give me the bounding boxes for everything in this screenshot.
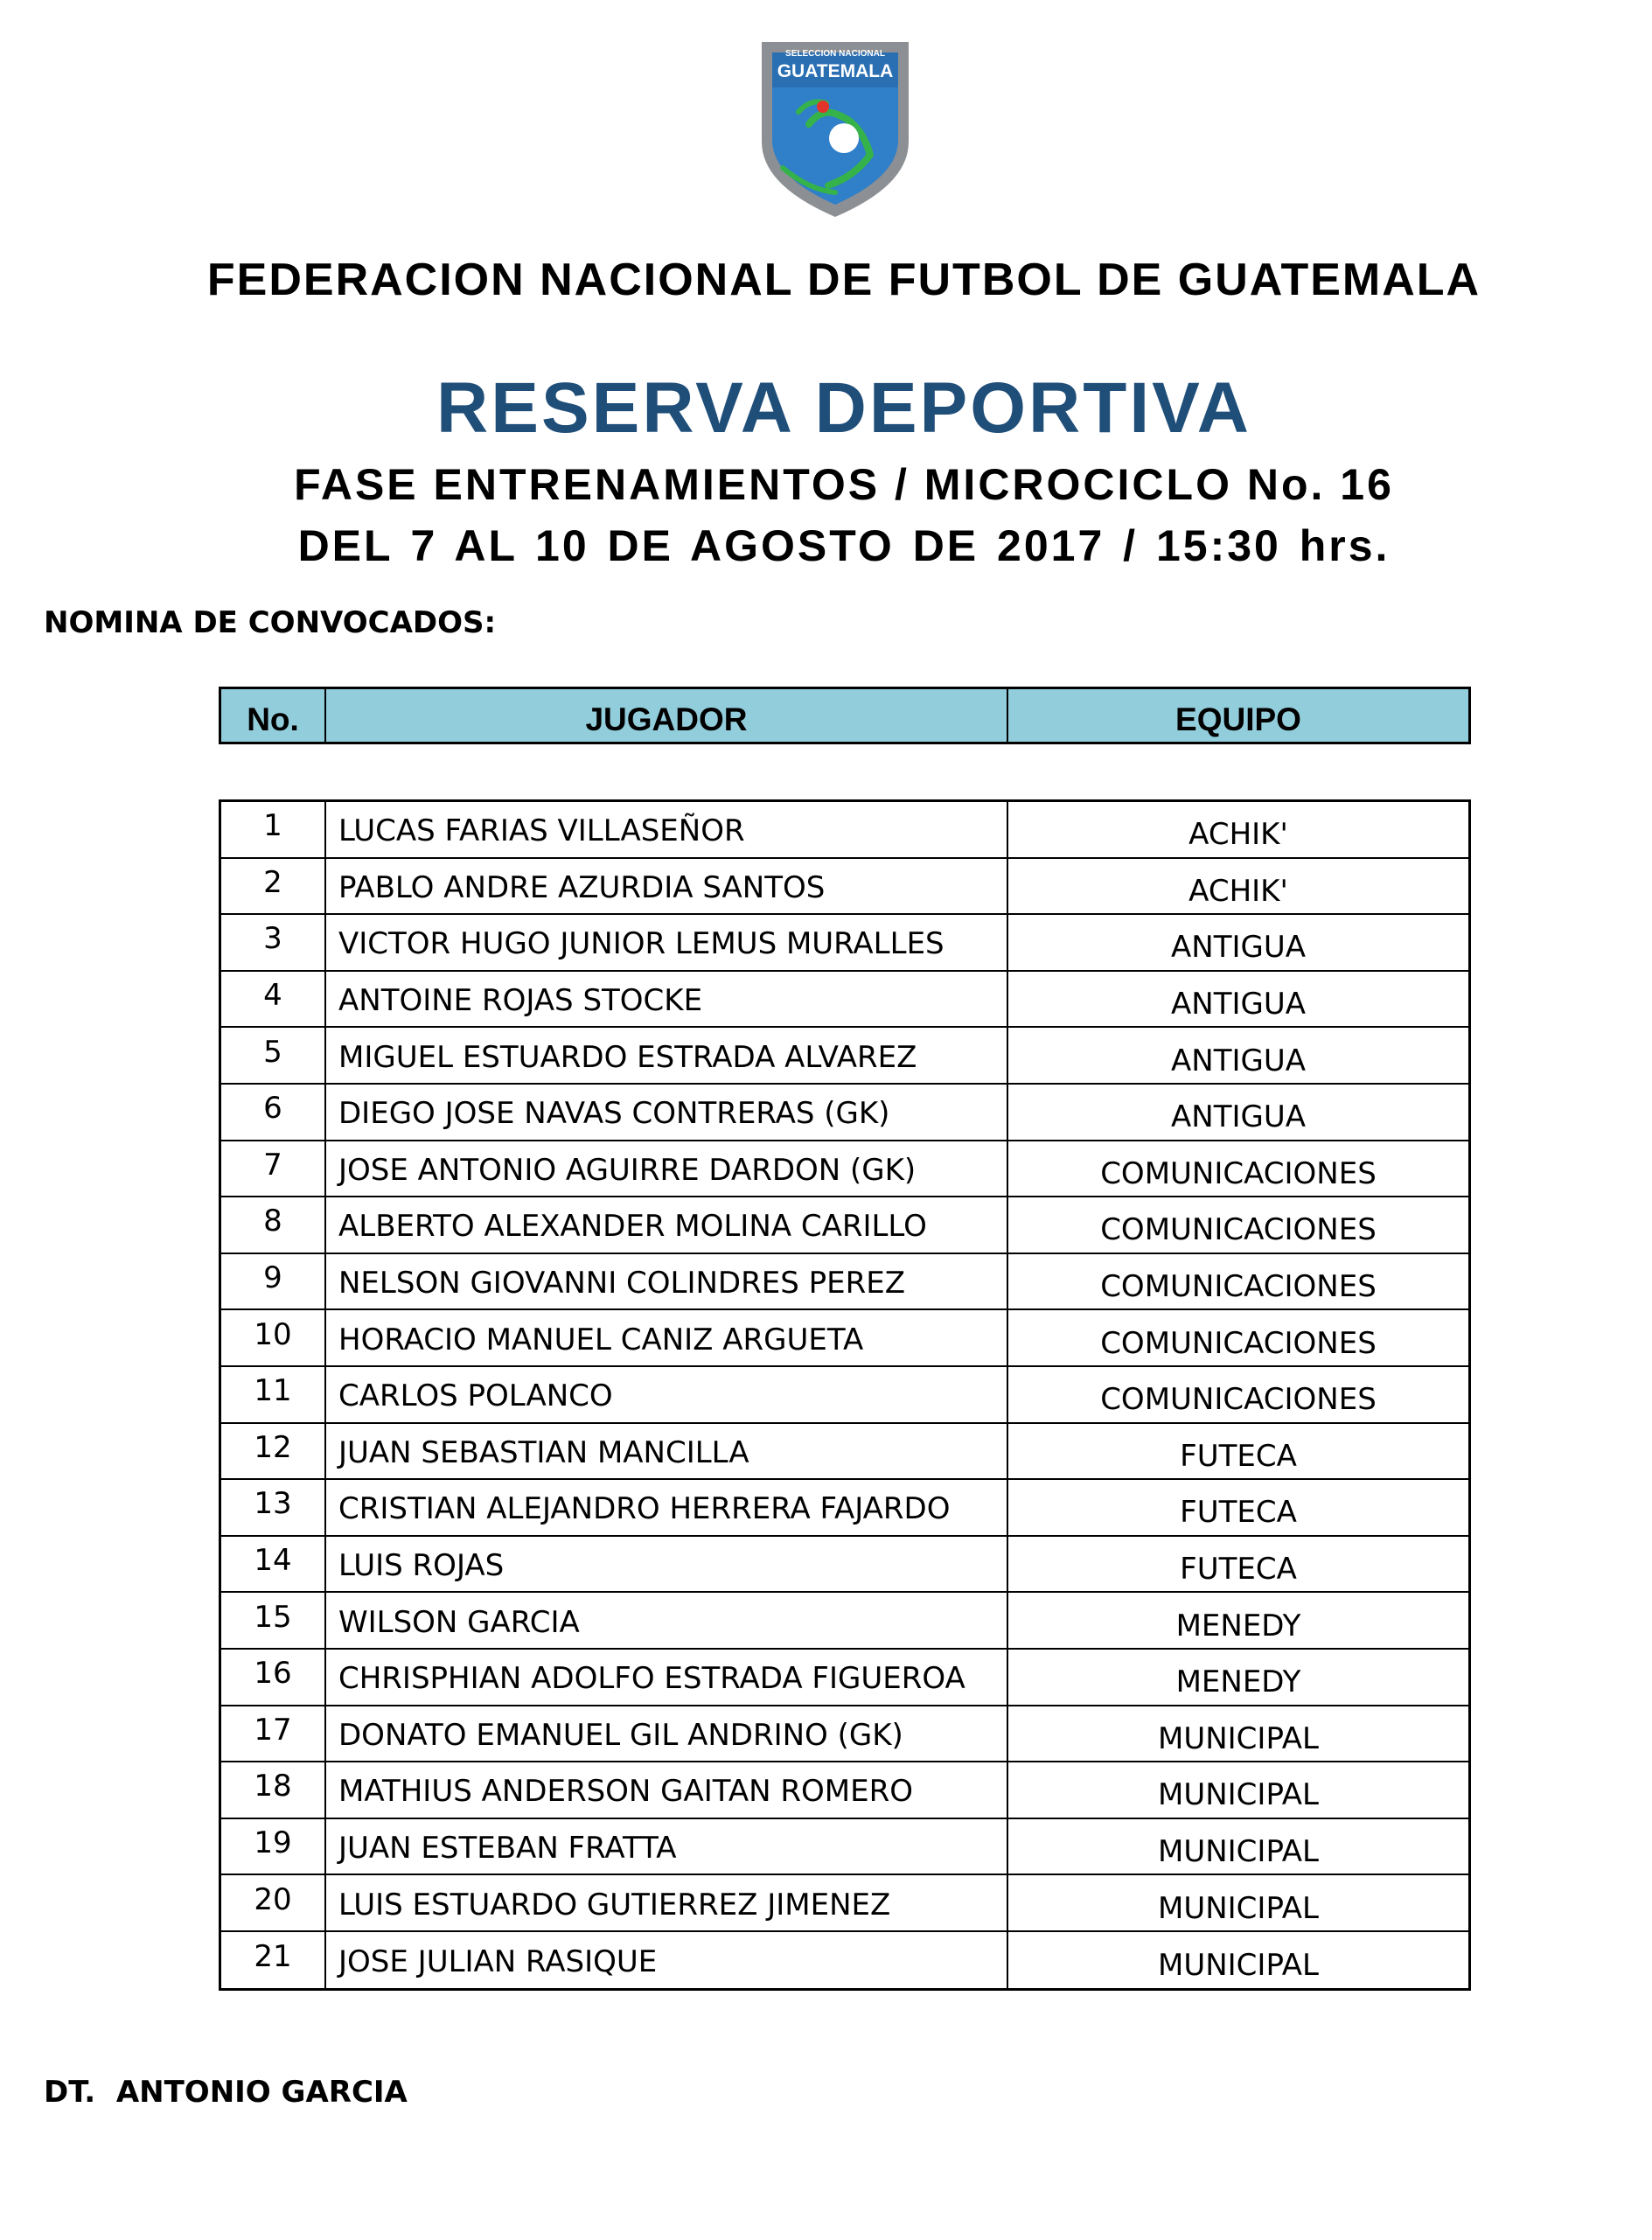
player-name: LUIS ROJAS (326, 1537, 1008, 1592)
row-number: 5 (221, 1028, 326, 1083)
roster-table (219, 799, 1471, 1991)
team-name: MENEDY (1175, 1608, 1301, 1643)
team-name: COMUNICACIONES (1100, 1212, 1377, 1248)
team-name: MUNICIPAL (1158, 1833, 1319, 1869)
player-name: JOSE JULIAN RASIQUE (326, 1932, 1008, 1989)
coach-name: DT. ANTONIO GARCIA (44, 2075, 408, 2110)
row-number: 13 (221, 1480, 326, 1535)
table-row (221, 1819, 1468, 1876)
table-row (221, 1875, 1468, 1932)
table-row (221, 1197, 1468, 1254)
team-name: ANTIGUA (1171, 930, 1306, 966)
row-number: 7 (221, 1141, 326, 1197)
row-number: 17 (221, 1706, 326, 1762)
team-name: FUTECA (1180, 1438, 1297, 1474)
team-name: MUNICIPAL (1158, 1890, 1319, 1926)
team-name: MENEDY (1175, 1664, 1301, 1700)
player-name: DONATO EMANUEL GIL ANDRINO (GK) (326, 1706, 1008, 1762)
table-row (221, 859, 1468, 916)
page-title: RESERVA DEPORTIVA (436, 368, 1251, 448)
player-name: JUAN SEBASTIAN MANCILLA (326, 1424, 1008, 1479)
team-name: MUNICIPAL (1158, 1777, 1319, 1813)
team-name: ANTIGUA (1171, 1099, 1306, 1135)
column-header-player: JUGADOR (326, 689, 1008, 742)
table-row (221, 1254, 1468, 1311)
player-name: NELSON GIOVANNI COLINDRES PEREZ (326, 1254, 1008, 1309)
row-number: 21 (221, 1932, 326, 1989)
player-name: CRISTIAN ALEJANDRO HERRERA FAJARDO (326, 1480, 1008, 1535)
table-header (219, 687, 1471, 744)
table-row (221, 1480, 1468, 1537)
logo-country: GUATEMALA (777, 61, 894, 81)
row-number: 15 (221, 1593, 326, 1648)
row-number: 18 (221, 1762, 326, 1818)
row-number: 14 (221, 1537, 326, 1592)
table-row (221, 1650, 1468, 1706)
player-name: DIEGO JOSE NAVAS CONTRERAS (GK) (326, 1085, 1008, 1140)
team-name: COMUNICACIONES (1100, 1155, 1377, 1191)
table-row (221, 1424, 1468, 1481)
row-number: 10 (221, 1310, 326, 1365)
row-number: 4 (221, 972, 326, 1027)
player-name: JUAN ESTEBAN FRATTA (326, 1819, 1008, 1874)
row-number: 12 (221, 1424, 326, 1479)
date-subtitle: DEL 7 AL 10 DE AGOSTO DE 2017 / 15:30 hrs. (297, 521, 1391, 570)
table-row (221, 1537, 1468, 1594)
player-name: LUCAS FARIAS VILLASEÑOR (326, 802, 1008, 857)
team-name: FUTECA (1180, 1552, 1297, 1588)
organization-name: FEDERACION NACIONAL DE FUTBOL DE GUATEMALA (206, 255, 1481, 305)
player-name: CARLOS POLANCO (326, 1367, 1008, 1422)
player-name: MIGUEL ESTUARDO ESTRADA ALVAREZ (326, 1028, 1008, 1083)
row-number: 19 (221, 1819, 326, 1874)
team-name: COMUNICACIONES (1100, 1382, 1377, 1418)
row-number: 16 (221, 1650, 326, 1705)
row-number: 1 (221, 802, 326, 857)
player-name: WILSON GARCIA (326, 1593, 1008, 1648)
table-row (221, 1367, 1468, 1424)
row-number: 3 (221, 915, 326, 970)
column-header-no: No. (221, 689, 326, 742)
team-name: COMUNICACIONES (1100, 1269, 1377, 1305)
row-number: 6 (221, 1085, 326, 1140)
player-name: ANTOINE ROJAS STOCKE (326, 972, 1008, 1027)
team-name: COMUNICACIONES (1100, 1325, 1377, 1361)
table-row (221, 1932, 1468, 1989)
team-name: ACHIK' (1188, 873, 1288, 909)
player-name: MATHIUS ANDERSON GAITAN ROMERO (326, 1762, 1008, 1818)
table-row (221, 1762, 1468, 1819)
table-row (221, 915, 1468, 972)
row-number: 8 (221, 1197, 326, 1253)
player-name: JOSE ANTONIO AGUIRRE DARDON (GK) (326, 1141, 1008, 1197)
row-number: 20 (221, 1875, 326, 1930)
player-name: ALBERTO ALEXANDER MOLINA CARILLO (326, 1197, 1008, 1253)
row-number: 9 (221, 1254, 326, 1309)
player-name: VICTOR HUGO JUNIOR LEMUS MURALLES (326, 915, 1008, 970)
table-row (221, 1593, 1468, 1650)
phase-subtitle: FASE ENTRENAMIENTOS / MICROCICLO No. 16 (294, 460, 1394, 509)
player-name: LUIS ESTUARDO GUTIERREZ JIMENEZ (326, 1875, 1008, 1930)
player-name: PABLO ANDRE AZURDIA SANTOS (326, 859, 1008, 914)
team-name: FUTECA (1180, 1495, 1297, 1531)
team-name: MUNICIPAL (1158, 1720, 1319, 1756)
federation-logo (756, 37, 914, 220)
table-row (221, 1085, 1468, 1141)
table-row (221, 1706, 1468, 1763)
table-row (221, 802, 1468, 859)
team-name: ACHIK' (1188, 817, 1288, 853)
column-header-team: EQUIPO (1175, 701, 1301, 737)
row-number: 11 (221, 1367, 326, 1422)
logo-caption: SELECCION NACIONAL (785, 49, 885, 59)
table-row (221, 1028, 1468, 1085)
row-number: 2 (221, 859, 326, 914)
table-row (221, 972, 1468, 1029)
table-row (221, 1141, 1468, 1198)
table-row (221, 1310, 1468, 1367)
player-name: CHRISPHIAN ADOLFO ESTRADA FIGUEROA (326, 1650, 1008, 1705)
team-name: MUNICIPAL (1158, 1948, 1319, 1984)
player-name: HORACIO MANUEL CANIZ ARGUETA (326, 1310, 1008, 1365)
team-name: ANTIGUA (1171, 987, 1306, 1022)
team-name: ANTIGUA (1171, 1043, 1306, 1078)
nomina-label: NOMINA DE CONVOCADOS: (44, 605, 497, 640)
